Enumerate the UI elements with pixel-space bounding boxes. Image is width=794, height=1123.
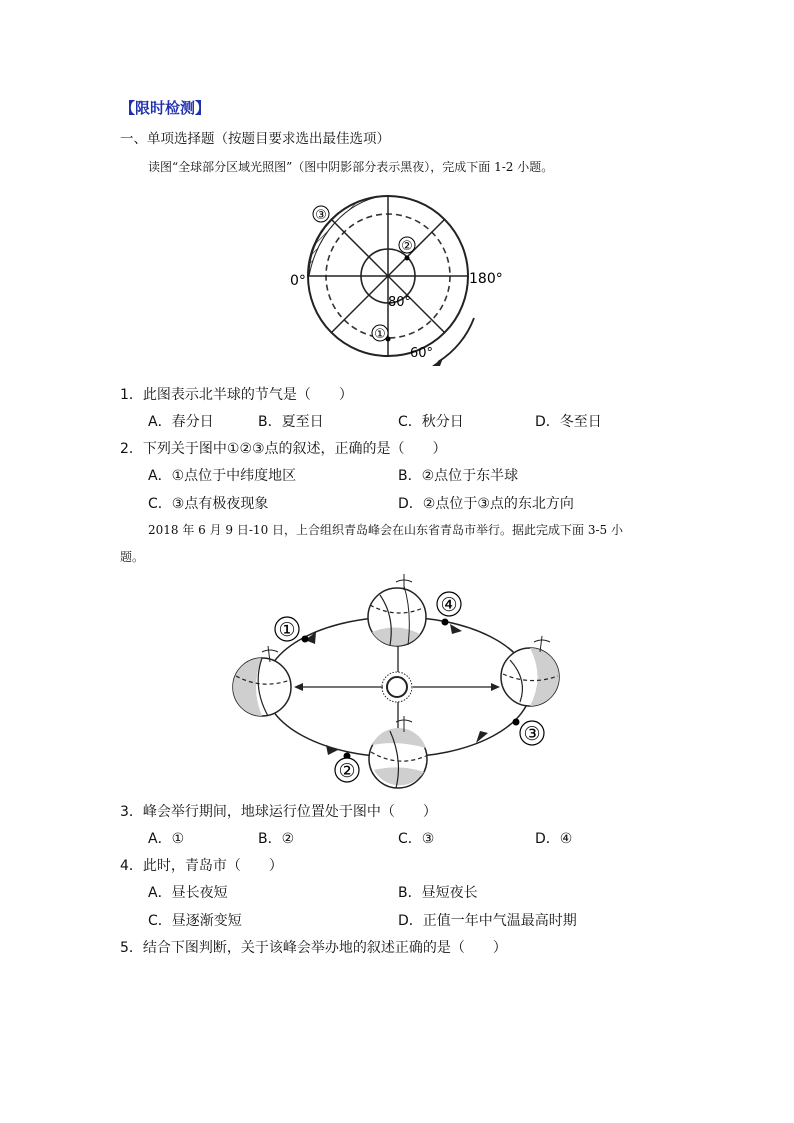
label-0-degree: 0° bbox=[290, 273, 306, 289]
q4-option-c[interactable]: C．昼逐渐变短 bbox=[148, 913, 242, 929]
illumination-diagram bbox=[280, 185, 520, 370]
earth-top-icon bbox=[368, 574, 426, 646]
label-circled-2: ② bbox=[401, 239, 413, 254]
sun-icon bbox=[382, 672, 412, 702]
q3-option-a[interactable]: A．① bbox=[148, 831, 185, 847]
label-circled-1: ① bbox=[374, 327, 386, 342]
label-circled-3: ③ bbox=[315, 208, 327, 223]
q1-option-d[interactable]: D．冬至日 bbox=[535, 414, 602, 430]
earth-left-icon bbox=[233, 646, 291, 716]
q1-option-a[interactable]: A．春分日 bbox=[148, 414, 214, 430]
q2-option-d[interactable]: D．②点位于③点的东北方向 bbox=[398, 496, 574, 512]
q3-option-c[interactable]: C．③ bbox=[398, 831, 435, 847]
earth-right-icon bbox=[501, 636, 559, 706]
q3-option-d[interactable]: D．④ bbox=[535, 831, 573, 847]
question-4-stem: 4．此时，青岛市（ ） bbox=[120, 858, 283, 874]
page-heading: 【限时检测】 bbox=[120, 99, 211, 117]
arrow-head bbox=[432, 358, 443, 366]
q2-option-c[interactable]: C．③点有极夜现象 bbox=[148, 496, 269, 512]
question-2-stem: 2．下列关于图中①②③点的叙述，正确的是（ ） bbox=[120, 441, 447, 457]
intro-text-2: 2018 年 6 月 9 日-10 日，上合组织青岛峰会在山东省青岛市举行。据此完成下面 3-5 小 bbox=[148, 523, 623, 537]
orbit-label-4: ④ bbox=[440, 594, 458, 616]
label-180-degree: 180° bbox=[469, 271, 503, 287]
q2-option-b[interactable]: B．②点位于东半球 bbox=[398, 468, 519, 484]
q2-option-a[interactable]: A．①点位于中纬度地区 bbox=[148, 468, 297, 484]
section-title: 一、单项选择题（按题目要求选出最佳选项） bbox=[120, 131, 390, 147]
q1-option-c[interactable]: C．秋分日 bbox=[398, 414, 464, 430]
q1-option-b[interactable]: B．夏至日 bbox=[258, 414, 324, 430]
position-dot-1 bbox=[302, 636, 309, 643]
position-dot-4 bbox=[442, 619, 449, 626]
question-5-stem: 5．结合下图判断，关于该峰会举办地的叙述正确的是（ ） bbox=[120, 940, 507, 956]
q3-option-b[interactable]: B．② bbox=[258, 831, 295, 847]
orbit-arrow bbox=[326, 745, 338, 755]
q4-option-b[interactable]: B．昼短夜长 bbox=[398, 885, 478, 901]
orbit-label-1: ① bbox=[278, 619, 296, 641]
point-2 bbox=[405, 256, 410, 261]
q4-option-a[interactable]: A．昼长夜短 bbox=[148, 885, 228, 901]
label-80-degree: 80° bbox=[388, 295, 412, 310]
question-1-stem: 1．此图表示北半球的节气是（ ） bbox=[120, 387, 353, 403]
orbit-label-3: ③ bbox=[523, 723, 541, 745]
q4-option-d[interactable]: D．正值一年中气温最高时期 bbox=[398, 913, 577, 929]
orbit-label-2: ② bbox=[338, 760, 356, 782]
label-60-degree: 60° bbox=[410, 346, 434, 361]
question-3-stem: 3．峰会举行期间，地球运行位置处于图中（ ） bbox=[120, 804, 437, 820]
rotation-arrow bbox=[438, 318, 474, 362]
intro-text-1: 读图“全球部分区域光照图”（图中阴影部分表示黑夜），完成下面 1-2 小题。 bbox=[148, 160, 554, 174]
position-dot-3 bbox=[513, 719, 520, 726]
earth-orbit-diagram bbox=[225, 570, 575, 795]
intro-text-2-cont: 题。 bbox=[120, 550, 145, 564]
